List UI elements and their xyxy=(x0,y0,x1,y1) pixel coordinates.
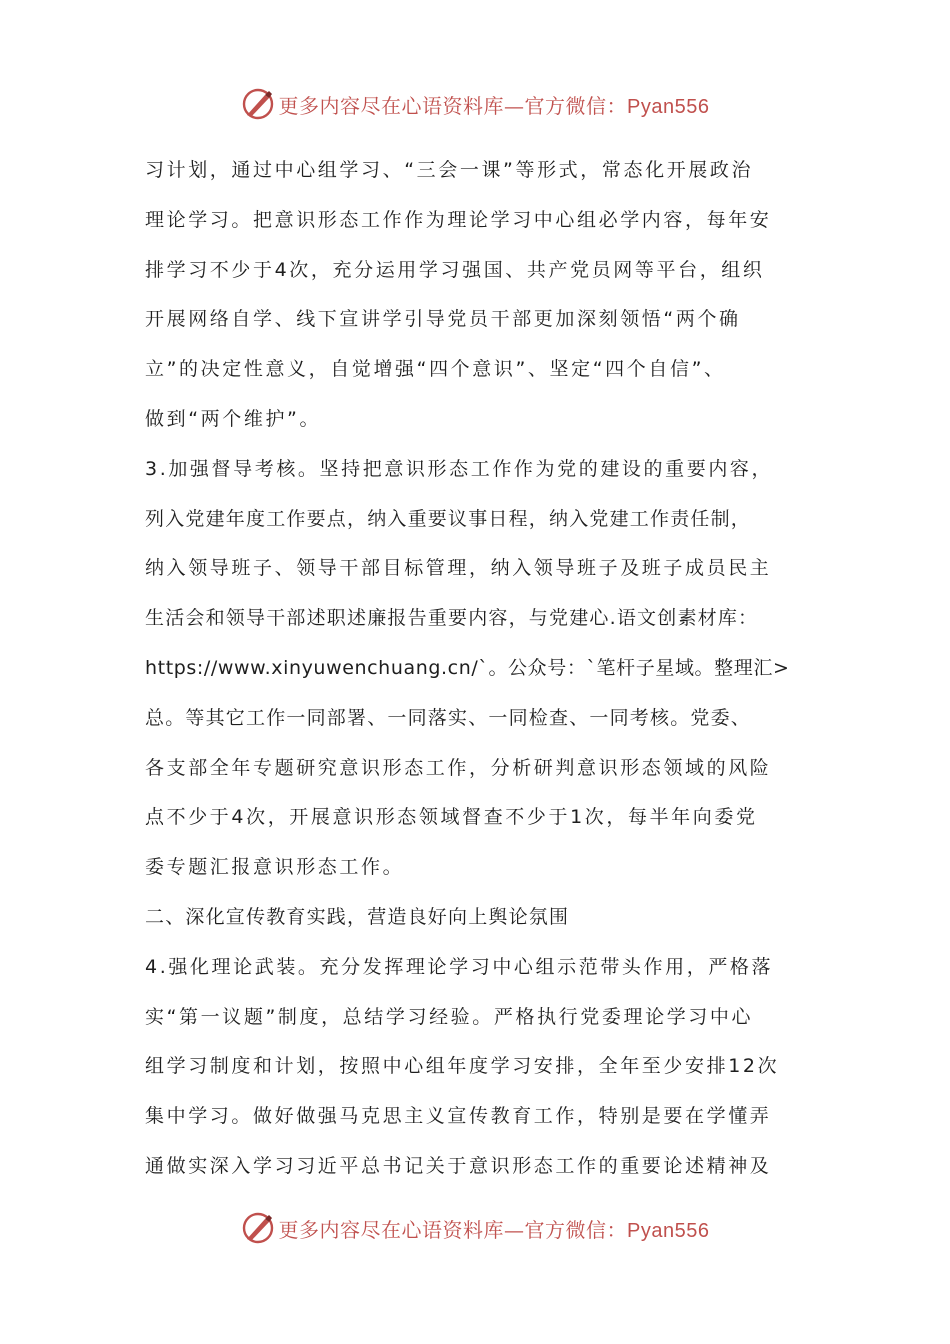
text-line: 各支部全年专题研究意识形态工作，分析研判意识形态领域的风险 xyxy=(145,756,772,779)
text-line: 排学习不少于4次，充分运用学习强国、共产党员网等平台，组织 xyxy=(145,258,765,281)
banner-wechat-id: Pyan556 xyxy=(627,1219,710,1242)
text-line: 总。等其它工作一同部署、一同落实、一同检查、一同考核。党委、 xyxy=(145,706,752,729)
document-body xyxy=(145,146,810,1192)
text-line: 开展网络自学、线下宣讲学引导党员干部更加深刻领悟“两个确 xyxy=(145,308,741,331)
text-line: 纳入领导班子、领导干部目标管理，纳入领导班子及班子成员民主 xyxy=(145,557,772,580)
text-line: 列入党建年度工作要点，纳入重要议事日程，纳入党建工作责任制， xyxy=(145,507,752,530)
text-line: 通做实深入学习习近平总书记关于意识形态工作的重要论述精神及 xyxy=(145,1154,772,1177)
text-line: 集中学习。做好做强马克思主义宣传教育工作，特别是要在学懂弄 xyxy=(145,1105,772,1128)
url-line: https://www.xinyuwenchuang.cn/`。公众号：`笔杆子星域。整理汇> xyxy=(145,656,790,679)
banner-title: 更多内容尽在心语资料库—官方微信： xyxy=(278,1217,628,1242)
text-line: 理论学习。把意识形态工作作为理论学习中心组必学内容，每年安 xyxy=(145,208,772,231)
text-line: 点不少于4次，开展意识形态领域督查不少于1次，每半年向委党 xyxy=(145,806,758,829)
text-line: 委专题汇报意识形态工作。 xyxy=(145,856,405,879)
pen-logo-icon xyxy=(241,1211,275,1245)
pen-logo-icon xyxy=(241,87,275,121)
section-heading-3: 3.加强督导考核。坚持把意识形态工作作为党的建设的重要内容， xyxy=(145,457,774,480)
text-line: 习计划，通过中心组学习、“三会一课”等形式，常态化开展政治 xyxy=(145,159,754,181)
text-line: 做到“两个维护”。 xyxy=(145,407,322,430)
banner-text xyxy=(279,90,710,119)
text-line: 生活会和领导干部述职述廉报告重要内容，与党建心.语文创素材库： xyxy=(145,607,759,630)
footer-banner xyxy=(0,1208,950,1248)
text-line: 立”的决定性意义，自觉增强“四个意识”、坚定“四个自信”、 xyxy=(145,358,726,381)
text-line: 组学习制度和计划，按照中心组年度学习安排，全年至少安排12次 xyxy=(145,1055,780,1078)
header-banner xyxy=(0,84,950,124)
section-heading-4: 4.强化理论武装。充分发挥理论学习中心组示范带头作用，严格落 xyxy=(145,955,774,978)
banner-text xyxy=(279,1214,710,1243)
banner-title: 更多内容尽在心语资料库—官方微信： xyxy=(278,93,628,118)
text-line: 实“第一议题”制度，总结学习经验。严格执行党委理论学习中心 xyxy=(145,1005,754,1028)
banner-wechat-id: Pyan556 xyxy=(627,95,710,118)
section-title-2: 二、深化宣传教育实践，营造良好向上舆论氛围 xyxy=(145,905,570,928)
